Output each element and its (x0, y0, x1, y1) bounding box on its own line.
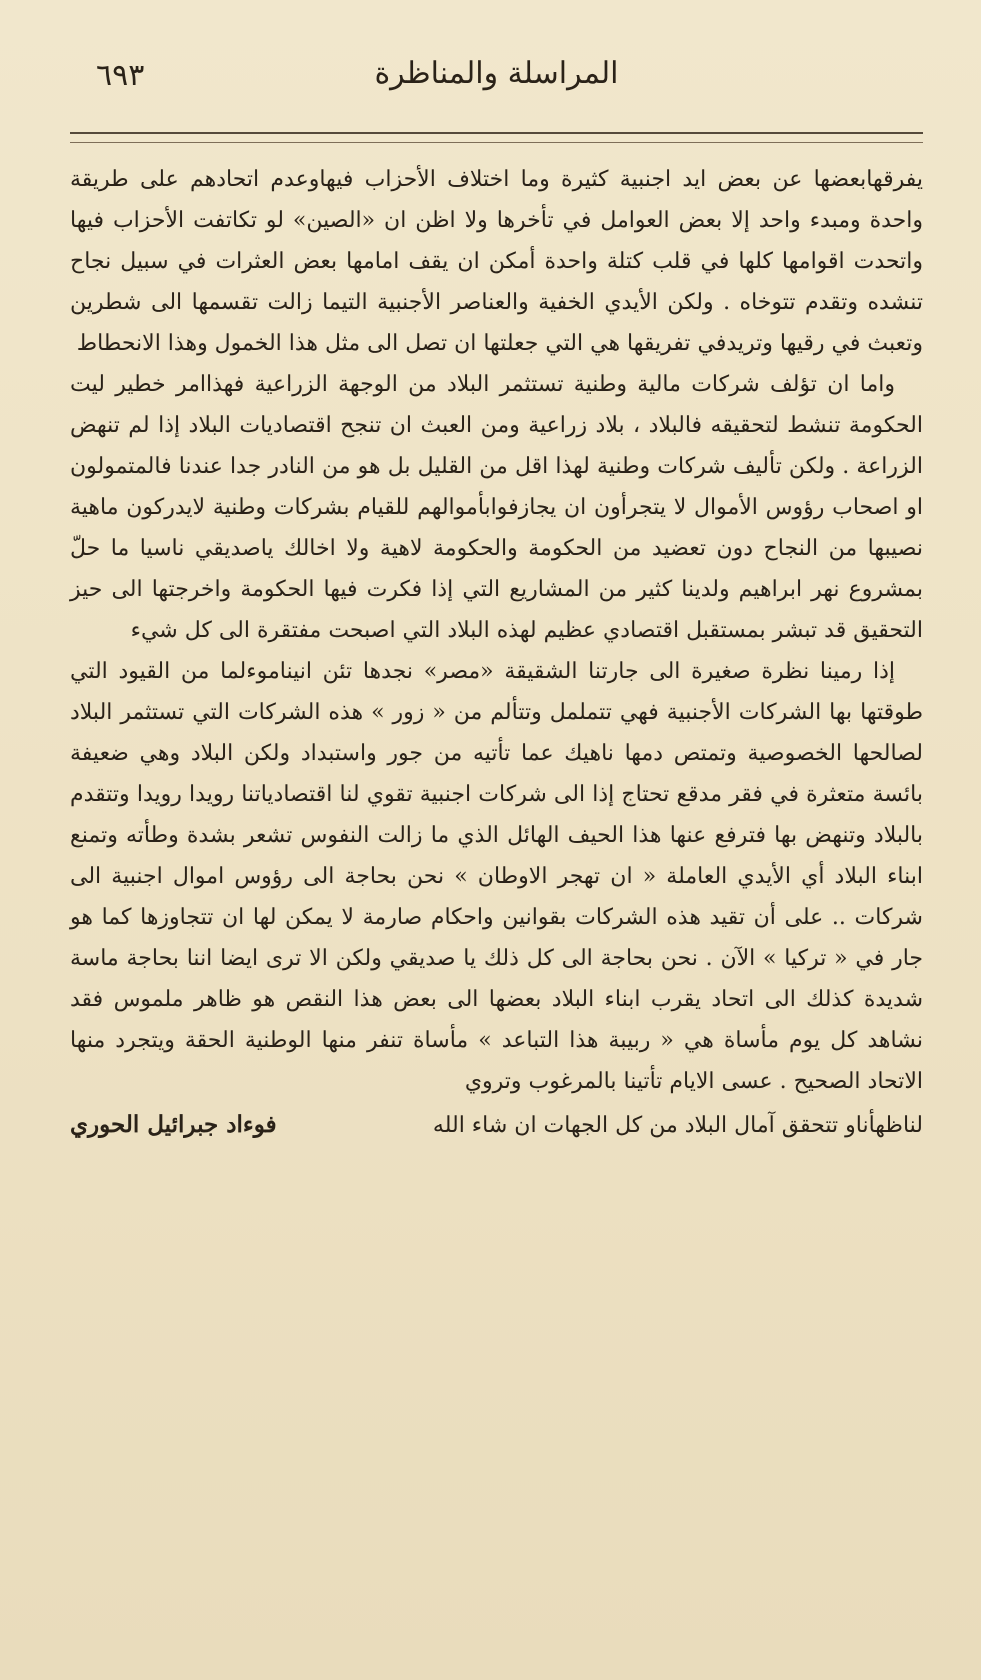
page-header (70, 36, 923, 94)
paragraph-1: يفرقهابعضها عن بعض ايد اجنبية كثيرة وما اختلاف الأحزاب فيهاوعدم اتحادهم على طريقة واحدة ومبدء واحد إلا بعض العوامل في تأخرها ولا اظن ان «الصين» لو تكاتفت الأحزاب فيها واتحدت اقوامها كلها في قلب كتلة واحدة أمكن ان يقف امامها بعض العثرات في سبيل نجاح تنشده وتقدم تتوخاه . ولكن الأيدي الخفية والعناصر الأجنبية التيما زالت تقسمها الى شطرين وتعبث في رقيها وتريدفي تفريقها هي التي جعلتها ان تصل الى مثل هذا الخمول وهذا الانحطاط (70, 167, 923, 356)
paragraph-3: إذا رمينا نظرة صغيرة الى جارتنا الشقيقة «مصر» نجدها تئن انيناموءلما من القيود التي طوقتها بها الشركات الأجنبية فهي تتململ وتتألم من « زور » هذه الشركات التي تستثمر البلاد لصالحها الخصوصية وتمتص دمها ناهيك عما تأتيه من جور واستبداد ولكن البلاد وهي ضعيفة بائسة متعثرة في فقر مدقع تحتاج إذا الى شركات اجنبية تقوي لنا اقتصادياتنا رويدا رويدا وتتقدم بالبلاد وتنهض بها فترفع عنها هذا الحيف الهائل الذي ما زالت النفوس تشعر بشدة وطأته وتمنع ابناء البلاد أي الأيدي العاملة « ان تهجر الاوطان » نحن بحاجة الى رؤوس اموال اجنبية الى شركات .. على أن تقيد هذه الشركات بقوانين واحكام صارمة لا يمكن لها ان تتجاوزها كما هو جار في « تركيا » الآن . نحن بحاجة الى كل ذلك يا صديقي ولكن الا ترى ايضا اننا بحاجة ماسة شديدة كذلك الى اتحاد يقرب ابناء البلاد بعضها الى بعض هذا النقص هو ظاهر ملموس فقد نشاهد كل يوم مأساة هي « ربيبة هذا التباعد » مأساة تنفر منها الوطنية الحقة ويتجرد منها الاتحاد الصحيح . عسى الايام تأتينا بالمرغوب وتروي (70, 659, 923, 1094)
signoff-line (70, 1104, 923, 1146)
header-rule (70, 132, 923, 143)
author-signature: فوءاد جبرائيل الحوري (70, 1111, 277, 1138)
closing-line: لناظهأناو تتحقق آمال البلاد من كل الجهات ان شاء الله (432, 1113, 923, 1138)
running-title: المراسلة والمناظرة (374, 56, 619, 91)
paragraph-2: واما ان تؤلف شركات مالية وطنية تستثمر البلاد من الوجهة الزراعية فهذاامر خطير ليت الحكومة تنشط لتحقيقه فالبلاد ، بلاد زراعية ومن العبث ان تنجح اقتصاديات البلاد إذا لم تنهض الزراعة . ولكن تأليف شركات وطنية لهذا اقل من القليل بل هو من النادر جدا عندنا فالمتمولون او اصحاب رؤوس الأموال لا يتجرأون ان يجازفوابأموالهم للقيام بشركات وطنية لايدركون ماهية نصيبها من النجاح دون تعضيد من الحكومة والحكومة لاهية ولا اخالك ياصديقي ناسيا ما حلّ بمشروع نهر ابراهيم ولدينا كثير من المشاريع التي إذا فكرت فيها الحكومة واخرجتها الى حيز التحقيق قد تبشر بمستقبل اقتصادي عظيم لهذه البلاد التي اصبحت مفتقرة الى كل شيء (70, 372, 923, 643)
article-body (70, 159, 923, 1102)
page-number: ٦٩٣ (96, 58, 145, 93)
